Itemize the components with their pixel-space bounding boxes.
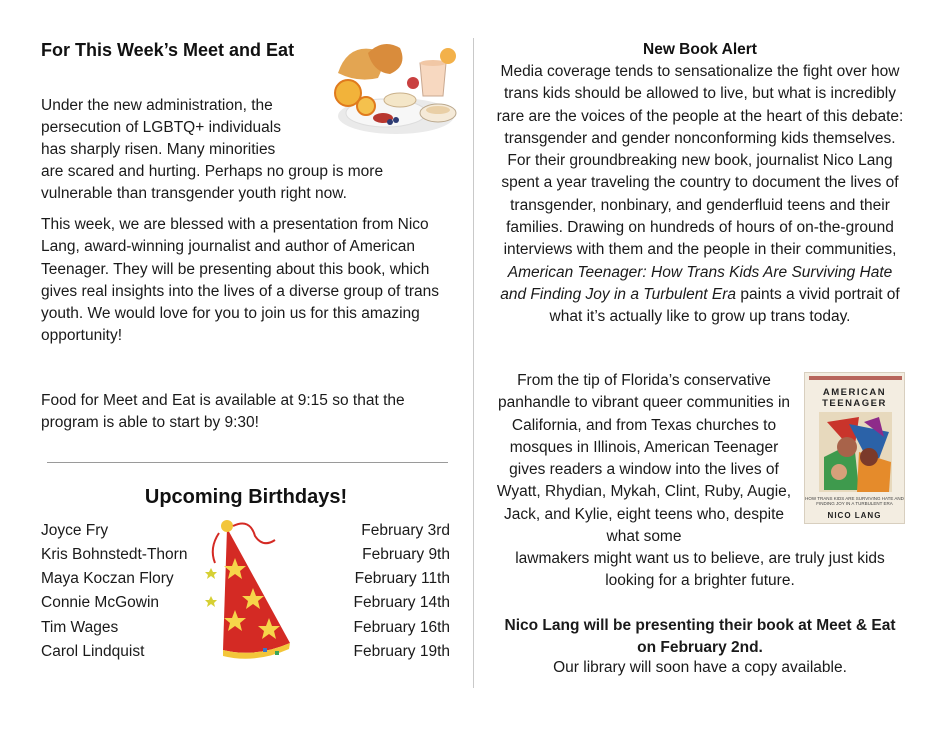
book-cover-subtitle: HOW TRANS KIDS ARE SURVIVING HATE AND FINDING JOY IN A TURBULENT ERA: [805, 496, 904, 506]
birthday-date: February 14th: [353, 594, 450, 611]
book-description-text: paints a vivid portrait of what it’s actually like to grow up trans today.: [549, 285, 900, 326]
book-summary-continued: lawmakers might want us to believe, are truly just kids looking for a brighter future.: [515, 550, 885, 590]
book-cover-art: [819, 412, 892, 492]
birthday-name: Joyce Fry: [41, 522, 109, 539]
birthdays-title: Upcoming Birthdays!: [144, 486, 348, 508]
birthday-date: February 3rd: [361, 522, 450, 539]
section-divider: [47, 462, 448, 463]
intro-line: Under the new administration, the: [41, 97, 273, 114]
new-book-alert-title: New Book Alert: [643, 41, 757, 58]
birthday-date: February 11th: [354, 570, 450, 587]
intro-paragraph: [41, 95, 441, 205]
food-note: Food for Meet and Eat is available at 9:15 so that the program is able to start by 9:30!: [41, 392, 405, 431]
birthday-name: Tim Wages: [41, 619, 119, 636]
birthday-name: Kris Bohnstedt-Thorn: [41, 546, 188, 563]
birthday-date: February 16th: [353, 619, 450, 636]
book-title-italic: American Teenager: How Trans Kids Are Surviving Hate and Finding Joy in a Turbulent Era: [500, 263, 893, 303]
birthday-date: February 9th: [362, 546, 450, 563]
book-cover-author: NICO LANG: [827, 511, 882, 520]
book-summary: From the tip of Florida’s conservative panhandle to vibrant queer communities in California, and from Texas churches to mosques in Illinois, American Teenager gives readers a window into the lives of Wyatt, Rhydian, Mykah, Clint, Ruby, Augie, Jack, and Kylie, eight teens who, despite what some: [496, 372, 792, 546]
intro-line: are scared and hurting. Perhaps no group is more: [41, 163, 384, 180]
book-cover-title: TEENAGER: [822, 398, 887, 409]
library-note: Our library will soon have a copy available.: [553, 659, 847, 676]
presentation-paragraph: This week, we are blessed with a presentation from Nico Lang, award-winning journalist and author of American Teenager. They will be presenting about this book, which gives real insights into the lives of a diverse group of trans youth. We would love for you to join us for this amazing opportunity!: [41, 216, 440, 345]
book-description-text: Media coverage tends to sensationalize the fight over how trans kids should be allowed to live, but what is incredibly rare are the voices of the people at the heart of this debate: transgender and gender nonconforming kids themselves. For their groundbreaking new book, journalist Nico Lang spent a year traveling the country to document the lives of transgender, nonbinary, and genderfluid teens and their families. Drawing on hundreds of hours of on-the-ground interviews with them and the people in their communities,: [496, 63, 904, 259]
presenting-announcement: Nico Lang will be presenting their book at Meet & Eat on February 2nd.: [504, 617, 896, 656]
book-cover-title: AMERICAN: [822, 387, 887, 398]
book-description: [494, 61, 906, 329]
birthday-date: February 19th: [353, 643, 450, 660]
intro-line: persecution of LGBTQ+ individuals: [41, 119, 281, 136]
intro-line: vulnerable than transgender youth right now.: [41, 185, 347, 202]
meet-and-eat-heading: For This Week’s Meet and Eat: [41, 40, 295, 60]
birthday-name: Carol Lindquist: [41, 643, 145, 660]
book-cover-image: [804, 372, 905, 524]
birthday-name: Maya Koczan Flory: [41, 570, 174, 587]
birthday-name: Connie McGowin: [41, 594, 160, 611]
party-hat-icon: [205, 518, 295, 663]
column-separator: [473, 38, 474, 688]
intro-line: has sharply risen. Many minorities: [41, 141, 276, 158]
